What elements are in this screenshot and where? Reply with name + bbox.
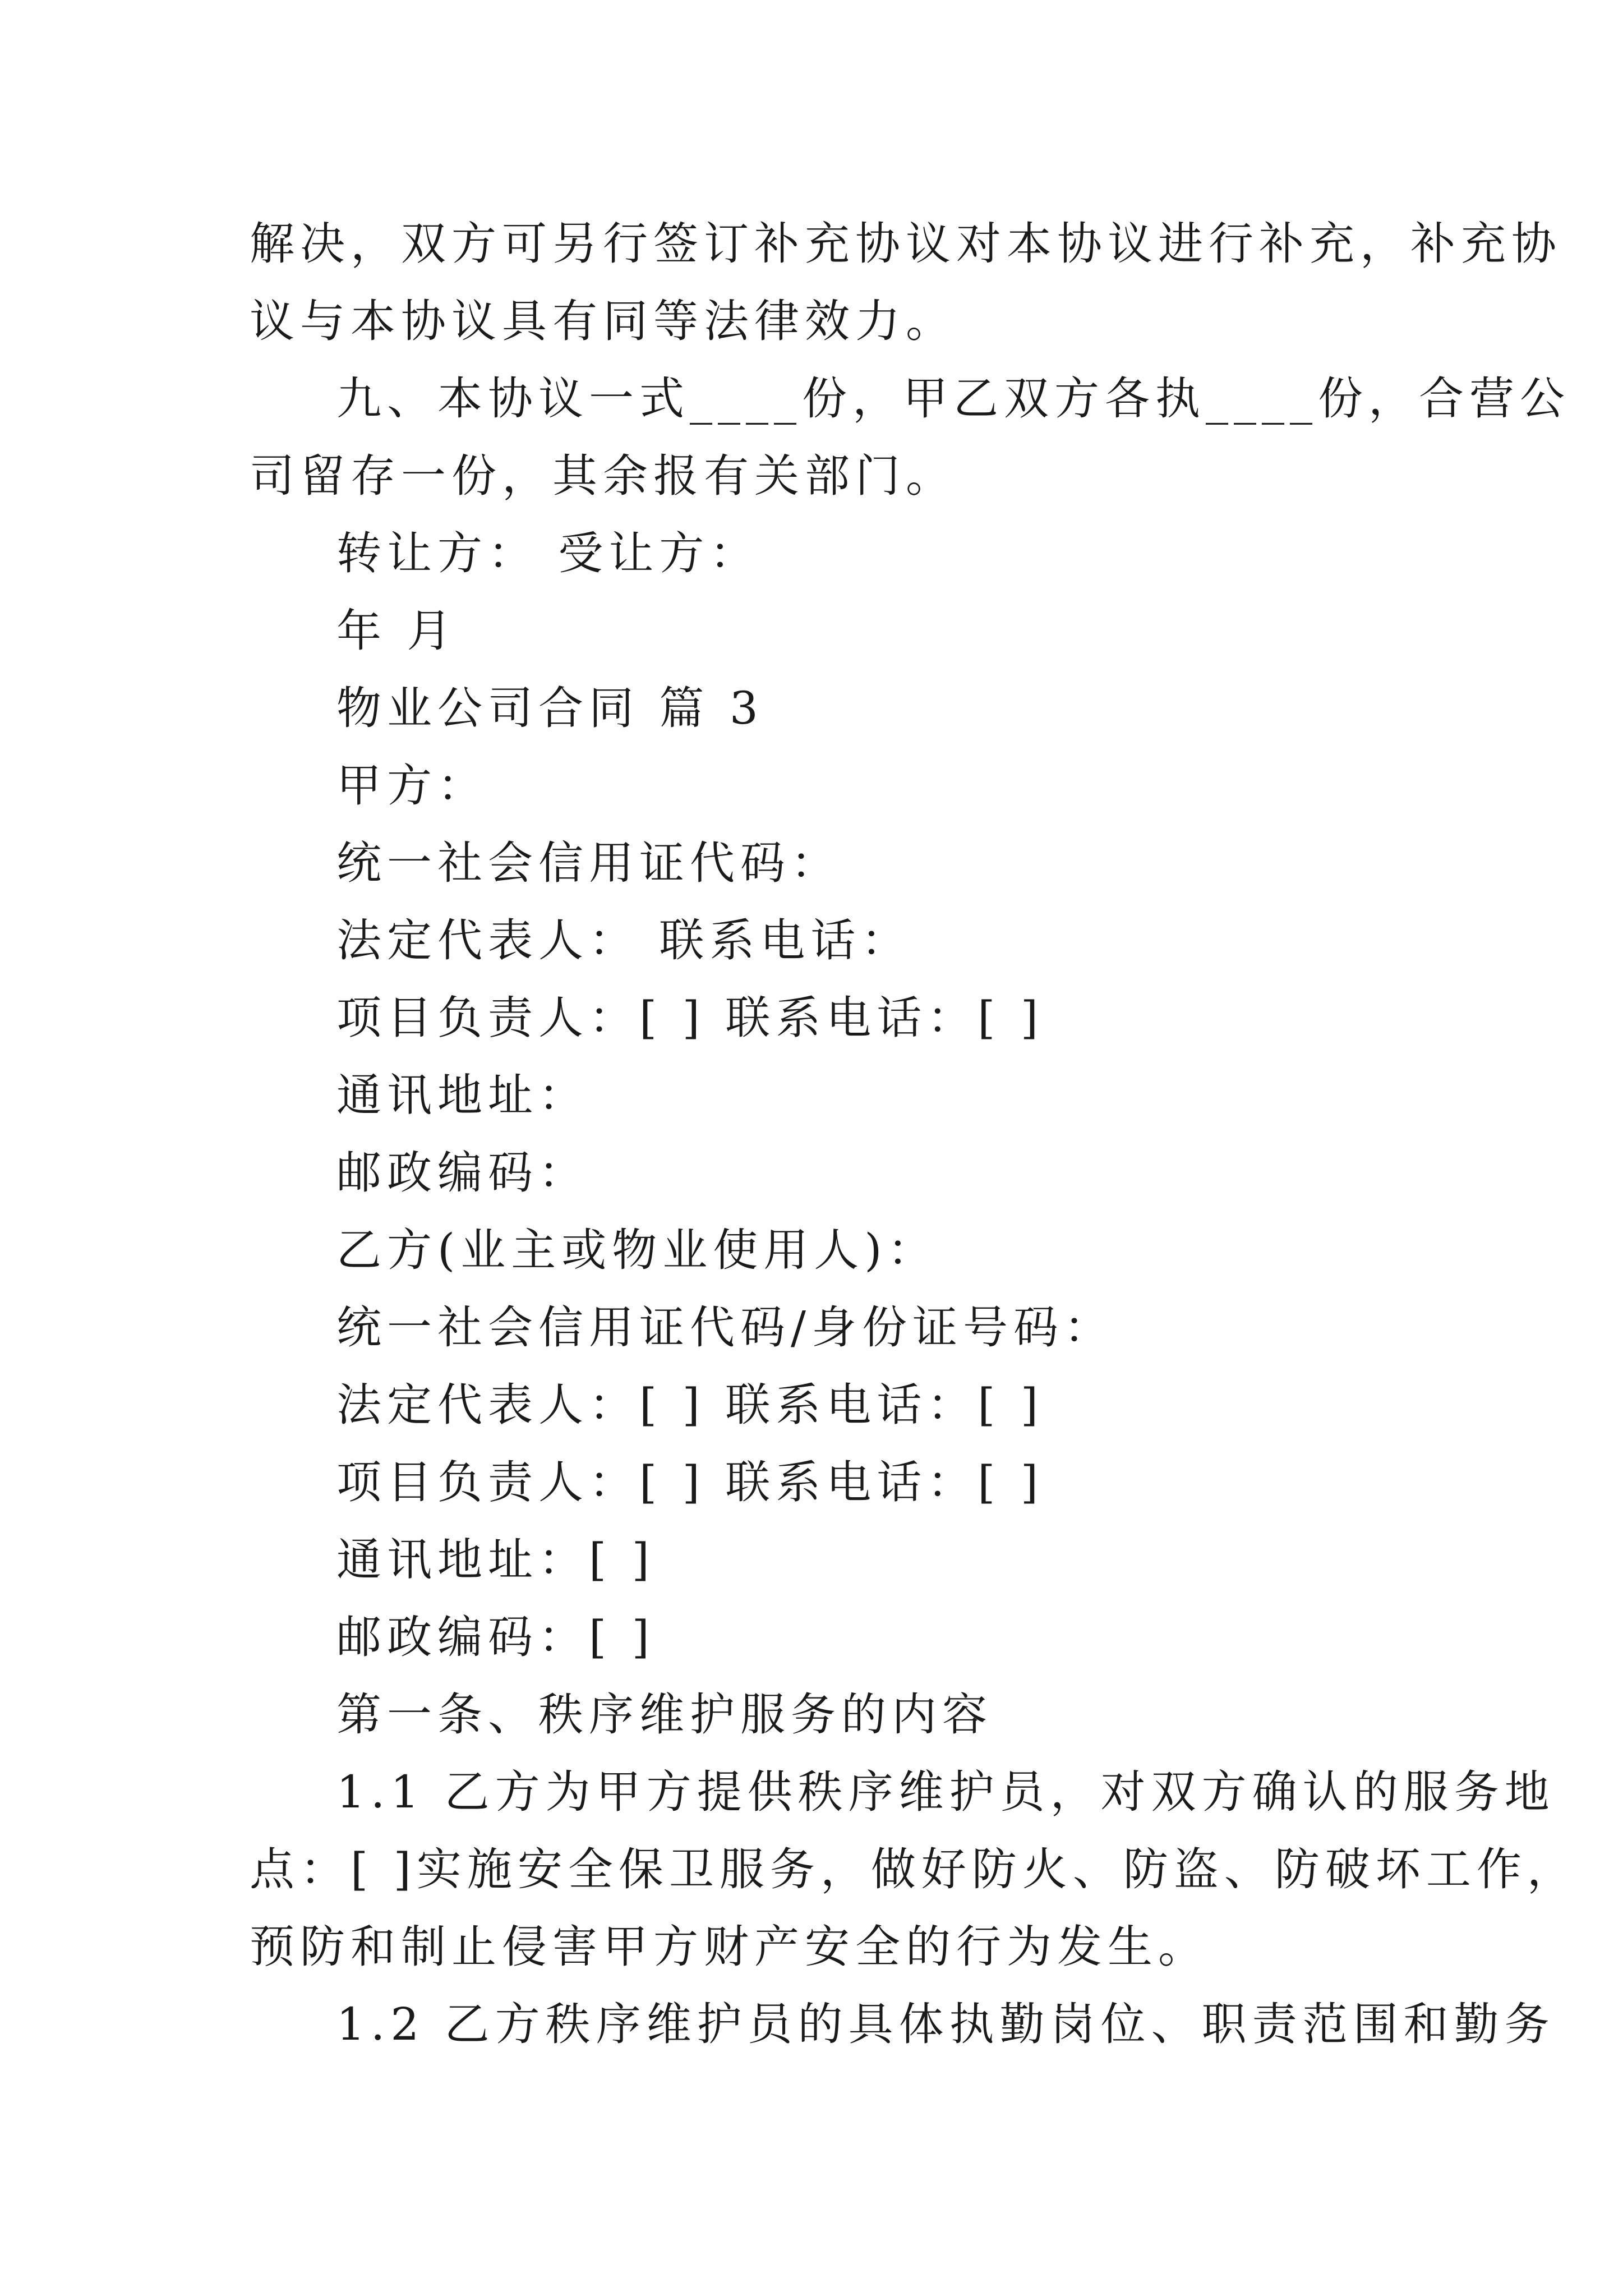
text-line: 统一社会信用证代码/身份证号码： [336, 1301, 1114, 1354]
text-line: 通讯地址：[ ] [336, 1534, 655, 1586]
text-line: 乙方(业主或物业使用人)： [336, 1224, 938, 1276]
text-line: 议与本协议具有同等法律效力。 [250, 295, 956, 347]
text-line: 预防和制止侵害甲方财产安全的行为发生。 [250, 1921, 1209, 1973]
text-line: 转让方： 受让方： [336, 527, 760, 579]
text-line: 点：[ ]实施安全保卫服务，做好防火、防盗、防破坏工作， [250, 1843, 1578, 1895]
text-line: 邮政编码： [336, 1147, 589, 1199]
text-line: 通讯地址： [336, 1069, 589, 1121]
text-line: 司留存一份，其余报有关部门。 [250, 450, 956, 502]
section-heading: 物业公司合同 篇 3 [336, 682, 764, 734]
text-line: 法定代表人： 联系电话： [336, 914, 912, 967]
text-line: 解决，双方可另行签订补充协议对本协议进行补充，补充协 [250, 218, 1562, 270]
text-line: 甲方： [336, 760, 488, 812]
text-line: 年 月 [336, 605, 458, 657]
text-line: 1.2 乙方秩序维护员的具体执勤岗位、职责范围和勤务 [336, 1998, 1555, 2050]
text-line: 邮政编码：[ ] [336, 1611, 655, 1663]
text-line: 九、本协议一式____份，甲乙双方各执____份，合营公 [336, 372, 1570, 425]
text-line: 法定代表人：[ ] 联系电话：[ ] [336, 1379, 1044, 1431]
text-line: 项目负责人：[ ] 联系电话：[ ] [336, 992, 1044, 1044]
article-heading: 第一条、秩序维护服务的内容 [336, 1688, 993, 1741]
text-line: 1.1 乙方为甲方提供秩序维护员，对双方确认的服务地 [336, 1766, 1555, 1818]
text-line: 统一社会信用证代码： [336, 837, 841, 889]
text-line: 项目负责人：[ ] 联系电话：[ ] [336, 1456, 1044, 1508]
